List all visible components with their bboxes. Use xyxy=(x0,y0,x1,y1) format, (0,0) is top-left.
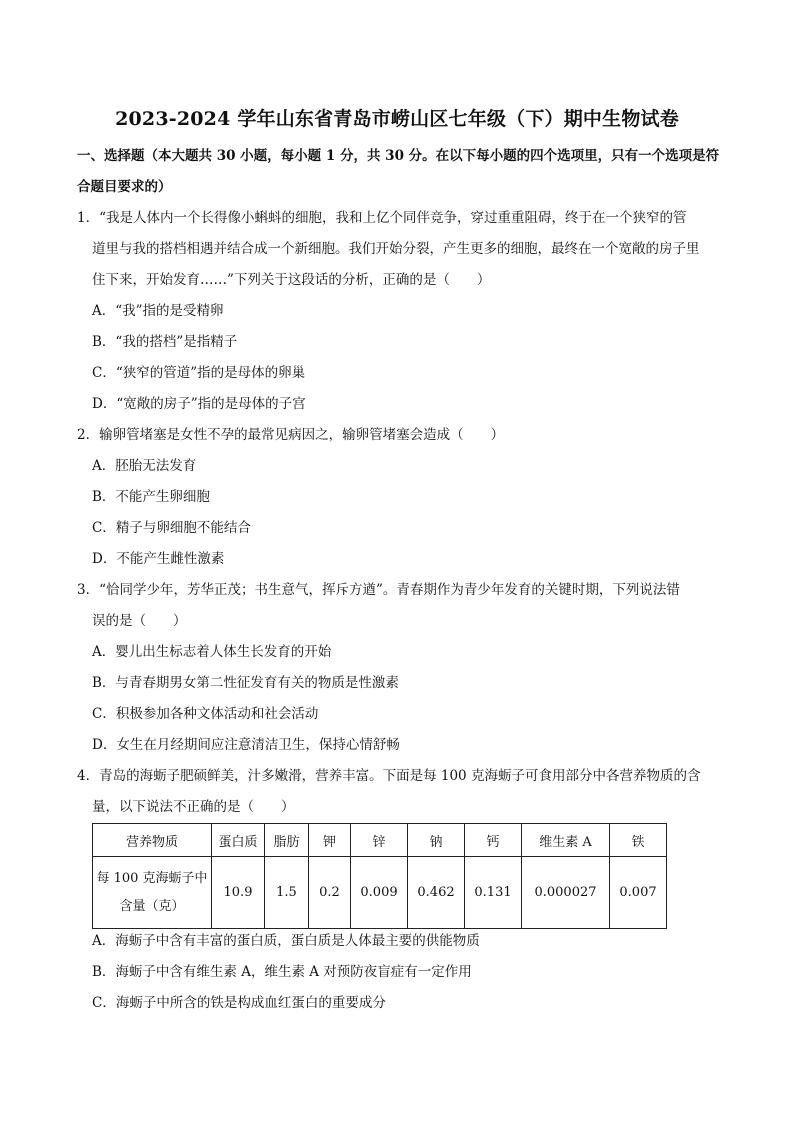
row-label-line-1: 每 100 克海蛎子中 xyxy=(96,870,208,886)
q4-stem-line-2: 量，以下说法不正确的是（ ） xyxy=(92,799,295,815)
table-header-cell: 钙 xyxy=(465,824,522,857)
table-row xyxy=(93,857,667,929)
table-cell: 0.009 xyxy=(351,857,408,929)
exam-title: 2023-2024 学年山东省青岛市崂山区七年级（下）期中生物试卷 xyxy=(115,108,679,130)
table-cell: 0.462 xyxy=(408,857,465,929)
q1-option-b: B．“我的搭档”是指精子 xyxy=(92,334,238,350)
table-header-cell: 营养物质 xyxy=(93,824,212,857)
q3-stem-line-1: 3．“恰同学少年，芳华正茂；书生意气，挥斥方遒”。青春期作为青少年发育的关键时期，下列说法错 xyxy=(77,582,680,598)
q1-stem-line-2: 道里与我的搭档相遇并结合成一个新细胞。我们开始分裂，产生更多的细胞，最终在一个宽敞的房子里 xyxy=(92,241,700,257)
q1-stem-line-3: 住下来，开始发育……”下列关于这段话的分析，正确的是（ ） xyxy=(92,272,491,288)
table-cell: 0.2 xyxy=(309,857,351,929)
table-row-label xyxy=(93,857,212,929)
q1-stem-line-1: 1．“我是人体内一个长得像小蝌蚪的细胞，我和上亿个同伴竞争，穿过重重阻碍，终于在一个狭窄的管 xyxy=(77,210,687,226)
q3-option-a: A．婴儿出生标志着人体生长发育的开始 xyxy=(92,644,332,660)
table-header-row xyxy=(93,824,667,857)
table-header-cell: 维生素 A xyxy=(522,824,610,857)
table-cell: 0.007 xyxy=(610,857,667,929)
q2-option-c: C．精子与卵细胞不能结合 xyxy=(92,520,251,536)
q1-option-a: A．“我”指的是受精卵 xyxy=(92,303,224,319)
q1-option-c: C．“狭窄的管道”指的是母体的卵巢 xyxy=(92,365,306,381)
q2-option-b: B．不能产生卵细胞 xyxy=(92,489,210,505)
nutrition-table xyxy=(92,823,667,929)
table-header-cell: 铁 xyxy=(610,824,667,857)
row-label-line-2: 含量（克） xyxy=(119,898,185,914)
q3-option-c: C．积极参加各种文体活动和社会活动 xyxy=(92,706,319,722)
q2-stem-line-1: 2．输卵管堵塞是女性不孕的最常见病因之，输卵管堵塞会造成（ ） xyxy=(77,427,505,443)
table-cell: 1.5 xyxy=(265,857,309,929)
table-header-cell: 锌 xyxy=(351,824,408,857)
section-heading-line-1: 一、选择题（本大题共 30 小题，每小题 1 分，共 30 分。在以下每小题的四个选项里，只有一个选项是符 xyxy=(77,148,720,164)
table-header-cell: 钠 xyxy=(408,824,465,857)
q2-option-a: A．胚胎无法发育 xyxy=(92,458,197,474)
section-heading-line-2: 合题目要求的） xyxy=(77,179,172,195)
table-header-cell: 钾 xyxy=(309,824,351,857)
table-cell: 10.9 xyxy=(212,857,265,929)
table-header-cell: 脂肪 xyxy=(265,824,309,857)
table-cell: 0.131 xyxy=(465,857,522,929)
q3-option-d: D．女生在月经期间应注意清洁卫生，保持心情舒畅 xyxy=(92,737,400,753)
table-cell: 0.000027 xyxy=(522,857,610,929)
q2-option-d: D．不能产生雌性激素 xyxy=(92,551,225,567)
q4-option-c: C．海蛎子中所含的铁是构成血红蛋白的重要成分 xyxy=(92,995,386,1011)
table-header-cell: 蛋白质 xyxy=(212,824,265,857)
q3-stem-line-2: 误的是（ ） xyxy=(92,613,187,629)
q4-option-a: A．海蛎子中含有丰富的蛋白质，蛋白质是人体最主要的供能物质 xyxy=(92,933,480,949)
q4-option-b: B．海蛎子中含有维生素 A，维生素 A 对预防夜盲症有一定作用 xyxy=(92,964,472,980)
q3-option-b: B．与青春期男女第二性征发育有关的物质是性激素 xyxy=(92,675,399,691)
q4-stem-line-1: 4．青岛的海蛎子肥硕鲜美，汁多嫩滑，营养丰富。下面是每 100 克海蛎子可食用部分中各营养物质的含 xyxy=(77,768,701,784)
q1-option-d: D．“宽敞的房子”指的是母体的子宫 xyxy=(92,396,306,412)
